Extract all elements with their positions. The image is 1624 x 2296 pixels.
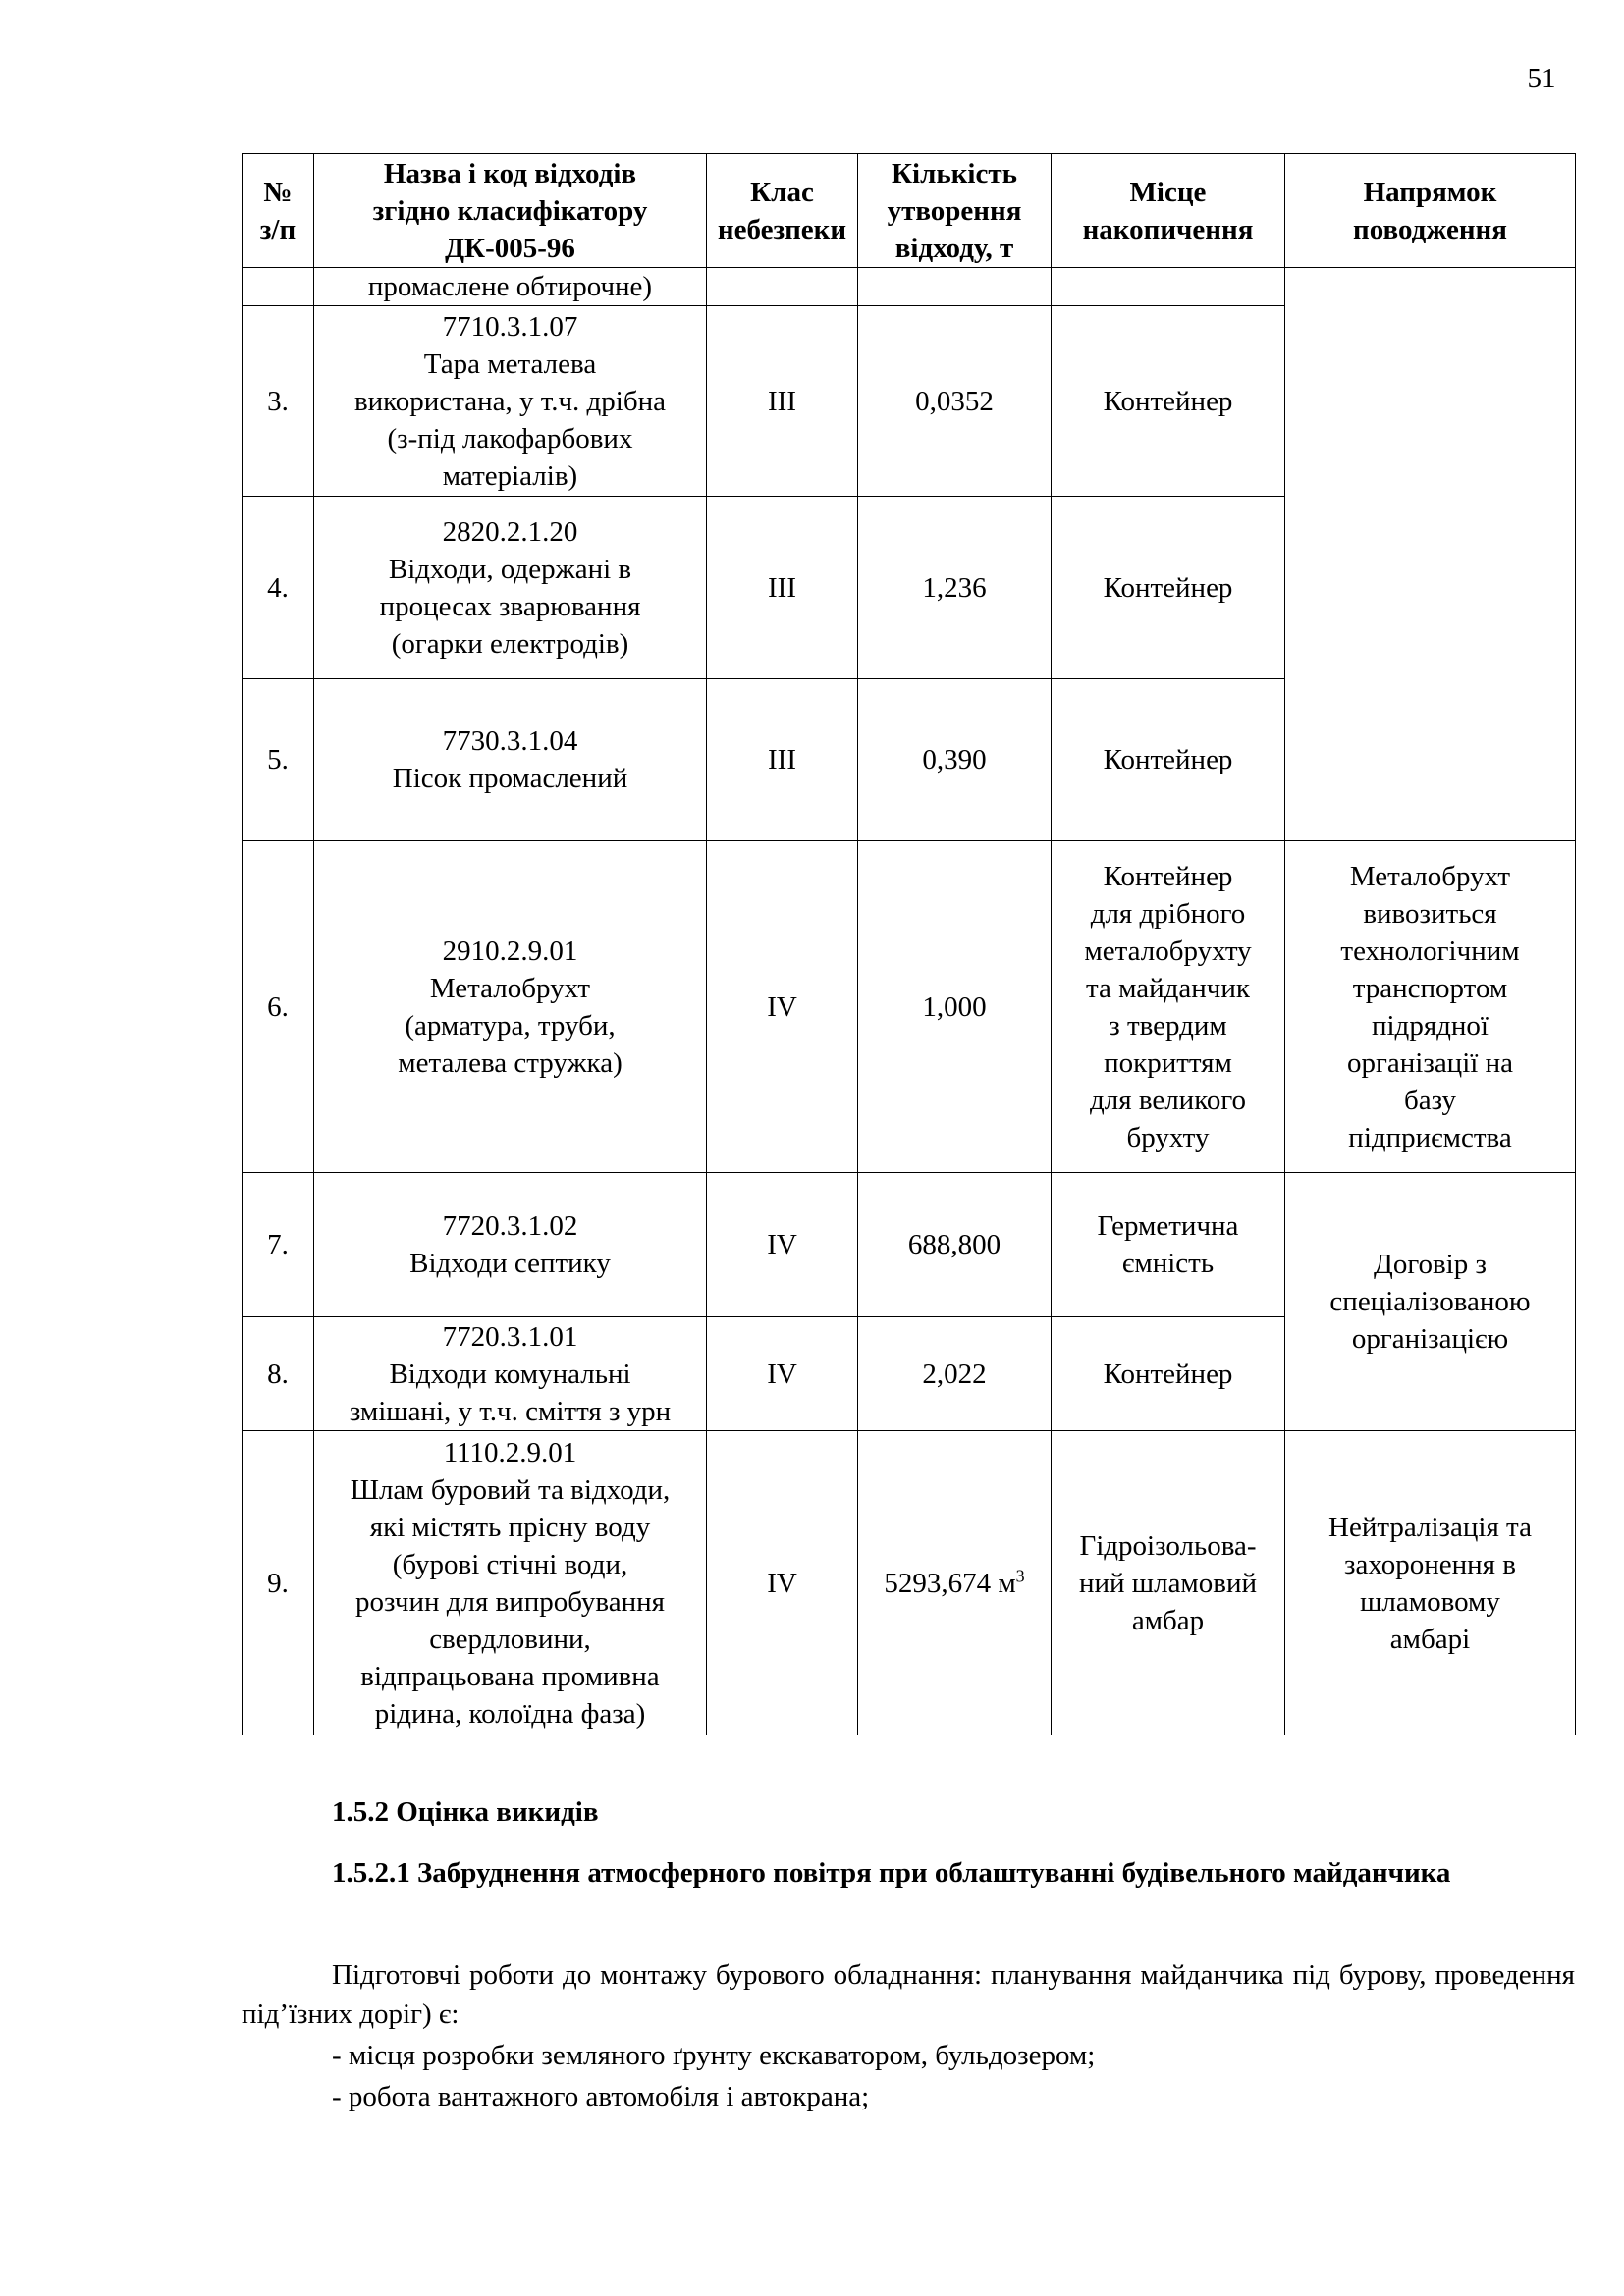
cell-quantity: 0,390 xyxy=(858,679,1052,841)
list-item: - робота вантажного автомобіля і автокрана; xyxy=(332,2081,870,2112)
table-header-row xyxy=(243,154,1576,268)
cell-quantity: 2,022 xyxy=(858,1317,1052,1431)
cell-number: 9. xyxy=(243,1431,314,1735)
cell-waste-name: 2820.2.1.20 Відходи, одержані в процесах зварювання (огарки електродів) xyxy=(314,497,707,679)
cell-class: IV xyxy=(707,1431,858,1735)
subsection-heading: 1.5.2.1 Забруднення атмосферного повітря при облаштуванні будівельного майданчика xyxy=(332,1857,1451,1889)
header-waste-name: Назва і код відходів згідно класифікатору ДК-005-96 xyxy=(314,154,707,268)
body-paragraph: Підготовчі роботи до монтажу бурового обладнання: планування майданчика під бурову, проведення під’їзних доріг) є: xyxy=(242,1959,1575,2030)
cell-direction: Нейтралізація та захоронення в шламовому амбарі xyxy=(1285,1431,1576,1735)
cell-number: 5. xyxy=(243,679,314,841)
cell-direction: Металобрухт вивозиться технологічним транспортом підрядної організації на базу підприємства xyxy=(1285,841,1576,1173)
cell-direction xyxy=(1285,268,1576,841)
header-quantity: Кількість утворення відходу, т xyxy=(858,154,1052,268)
header-storage-place: Місце накопичення xyxy=(1052,154,1285,268)
cell-place: Контейнер xyxy=(1052,1317,1285,1431)
cell-class: IV xyxy=(707,841,858,1173)
cell-place: Контейнер для дрібного металобрухту та майданчик з твердим покриттям для великого брухту xyxy=(1052,841,1285,1173)
header-hazard-class: Клас небезпеки xyxy=(707,154,858,268)
table-row xyxy=(243,1431,1576,1735)
table-row xyxy=(243,841,1576,1173)
cell-number: 4. xyxy=(243,497,314,679)
cell-class: IV xyxy=(707,1317,858,1431)
table-row xyxy=(243,268,1576,306)
quantity-superscript: 3 xyxy=(1015,1565,1025,1585)
cell-waste-name: 7720.3.1.02 Відходи септику xyxy=(314,1173,707,1317)
header-number: № з/п xyxy=(243,154,314,268)
cell-waste-name: промаслене обтирочне) xyxy=(314,268,707,306)
page-number: 51 xyxy=(1527,63,1556,94)
cell-place: Контейнер xyxy=(1052,497,1285,679)
cell-number xyxy=(243,268,314,306)
cell-quantity: 1,000 xyxy=(858,841,1052,1173)
cell-class xyxy=(707,268,858,306)
cell-class: III xyxy=(707,497,858,679)
cell-class: IV xyxy=(707,1173,858,1317)
section-heading: 1.5.2 Оцінка викидів xyxy=(332,1796,599,1828)
cell-number: 3. xyxy=(243,306,314,497)
cell-waste-name: 7720.3.1.01 Відходи комунальні змішані, у т.ч. сміття з урн xyxy=(314,1317,707,1431)
cell-direction: Договір з спеціалізованою організацією xyxy=(1285,1173,1576,1431)
list-item: - місця розробки земляного ґрунту екскаватором, бульдозером; xyxy=(332,2040,1096,2071)
header-handling-direction: Напрямок поводження xyxy=(1285,154,1576,268)
waste-table xyxy=(242,153,1576,1735)
cell-place xyxy=(1052,268,1285,306)
cell-number: 7. xyxy=(243,1173,314,1317)
cell-quantity xyxy=(858,1431,1052,1735)
table-row xyxy=(243,1173,1576,1317)
cell-place: Гідроізольова- ний шламовий амбар xyxy=(1052,1431,1285,1735)
cell-place: Контейнер xyxy=(1052,306,1285,497)
cell-waste-name: 7710.3.1.07 Тара металева використана, у т.ч. дрібна (з-під лакофарбових матеріалів) xyxy=(314,306,707,497)
cell-quantity: 688,800 xyxy=(858,1173,1052,1317)
cell-waste-name: 1110.2.9.01 Шлам буровий та відходи, які містять прісну воду (бурові стічні води, розчин для випробування свердловини, відпрацьована промивна рідина, колоїдна фаза) xyxy=(314,1431,707,1735)
cell-quantity: 1,236 xyxy=(858,497,1052,679)
cell-waste-name: 7730.3.1.04 Пісок промаслений xyxy=(314,679,707,841)
cell-quantity: 0,0352 xyxy=(858,306,1052,497)
quantity-value: 5293,674 м xyxy=(884,1567,1016,1599)
cell-number: 6. xyxy=(243,841,314,1173)
cell-class: III xyxy=(707,306,858,497)
cell-waste-name: 2910.2.9.01 Металобрухт (арматура, труби, металева стружка) xyxy=(314,841,707,1173)
cell-class: III xyxy=(707,679,858,841)
cell-place: Контейнер xyxy=(1052,679,1285,841)
cell-place: Герметична ємність xyxy=(1052,1173,1285,1317)
cell-number: 8. xyxy=(243,1317,314,1431)
cell-quantity xyxy=(858,268,1052,306)
